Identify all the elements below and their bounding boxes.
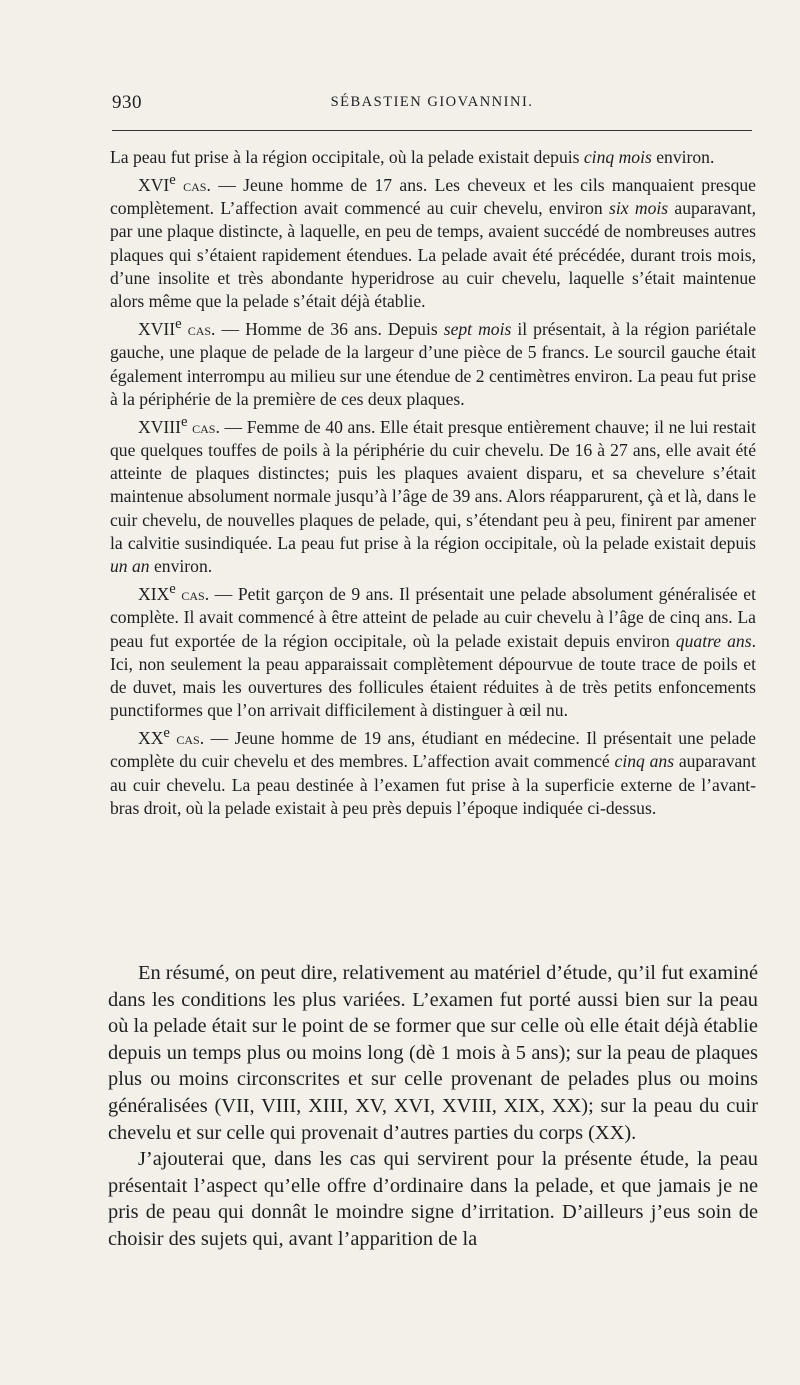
- case-label: cas.: [181, 584, 210, 605]
- case-label: cas.: [176, 728, 205, 749]
- page-number: 930: [112, 92, 142, 113]
- case-number: XVII: [138, 319, 176, 340]
- summary-paragraph: En résumé, on peut dire, relativement au matériel d’étude, qu’il fut examiné dans les conditions les plus variées. L’examen fut porté aussi bien sur la peau où la pelade était sur le point de se former que sur celle où elle était déjà établie depuis un temps plus ou moins long (dè 1 mois à 5 ans); sur la peau de plaques plus ou moins circonscrites et sur celle provenant de pelades plus ou moins généralisées (VII, VIII, XIII, XV, XVI, XVIII, XIX, XX); sur la peau du cuir chevelu et sur celle qui provenait d’autres parties du corps (XX).: [108, 962, 758, 1144]
- case-number: XVI: [138, 175, 170, 196]
- case-label: cas.: [183, 175, 211, 196]
- case-xvii: XVIIe cas. — Homme de 36 ans. Depuis sept mois il présentait, à la région pariétale gauche, une plaque de pelade de la largeur d’une pièce de 5 francs. Le sourcil gauche était également interrompu au milieu sur une étendue de 2 centimètres environ. La peau fut prise à la périphérie de la première de ces deux plaques.: [110, 316, 757, 409]
- case-label: cas.: [192, 416, 220, 437]
- case-number: XVIII: [138, 416, 181, 437]
- case-label: cas.: [187, 319, 216, 340]
- running-title: SÉBASTIEN GIOVANNINI.: [330, 94, 534, 110]
- summary-section: [108, 960, 758, 1253]
- addendum-paragraph: J’ajouterai que, dans les cas qui servirent pour la présente étude, la peau présentait l’aspect qu’elle offre d’ordinaire dans la pelade, et que jamais je ne pris de peau qui donnât le moindre signe d’irritation. D’ailleurs j’eus soin de choisir des sujets qui, avant l’apparition de la: [108, 1148, 758, 1250]
- case-xv-conclusion: La peau fut prise à la région occipitale, où la pelade existait depuis cinq mois environ.: [110, 147, 715, 167]
- page-header: [112, 92, 752, 118]
- case-xix: XIXe cas. — Petit garçon de 9 ans. Il présentait une pelade absolument généralisée et complète. Il avait commencé à être atteint de pelade au cuir chevelu à l’âge de cinq ans. La peau fut exportée de la région occipitale, où la pelade existait depuis environ quatre ans. Ici, non seulement la peau apparaissait complètement dépourvue de toute trace de poils et de duvet, mais les ouvertures des follicules étaient réduites à de très petits enfoncements punctiformes que l’on arrivait difficilement à distinguer à œil nu.: [110, 581, 756, 721]
- case-xvi: XVIe cas. — Jeune homme de 17 ans. Les cheveux et les cils manquaient presque complètement. L’affection avait commencé au cuir chevelu, environ six mois auparavant, par une plaque distincte, à laquelle, en peu de temps, avaient succédé de nombreuses autres plaques qui s’étaient rapidement étendues. La pelade avait été précédée, durant trois mois, d’une insolite et très abondante hyperidrose au cuir chevelu, laquelle s’était maintenue alors même que la pelade s’était déjà établie.: [110, 172, 756, 312]
- case-reports: [110, 146, 756, 820]
- case-xviii: XVIIIe cas. — Femme de 40 ans. Elle était presque entièrement chauve; il ne lui restait que quelques touffes de poils à la périphérie du cuir chevelu. De 16 à 27 ans, elle avait été atteinte de plaques distinctes; puis les plaques avaient disparu, et sa chevelure s’était maintenue absolument normale jusqu’à l’âge de 39 ans. Alors réapparurent, çà et là, dans le cuir chevelu, de nouvelles plaques de pelade, qui, s’étendant peu à peu, finirent par amener la calvitie susindiquée. La peau fut prise à la région occipitale, où la pelade existait depuis un an environ.: [110, 413, 756, 577]
- case-xx: XXe cas. — Jeune homme de 19 ans, étudiant en médecine. Il présentait une pelade complète du cuir chevelu et des membres. L’affection avait commencé cinq ans auparavant au cuir chevelu. La peau destinée à l’examen fut prise à la superficie externe de l’avant-bras droit, où la pelade existait à peu près depuis l’époque indiquée ci-dessus.: [110, 725, 756, 818]
- case-number: XIX: [138, 584, 170, 605]
- header-rule: [112, 130, 752, 131]
- case-number: XX: [138, 728, 164, 749]
